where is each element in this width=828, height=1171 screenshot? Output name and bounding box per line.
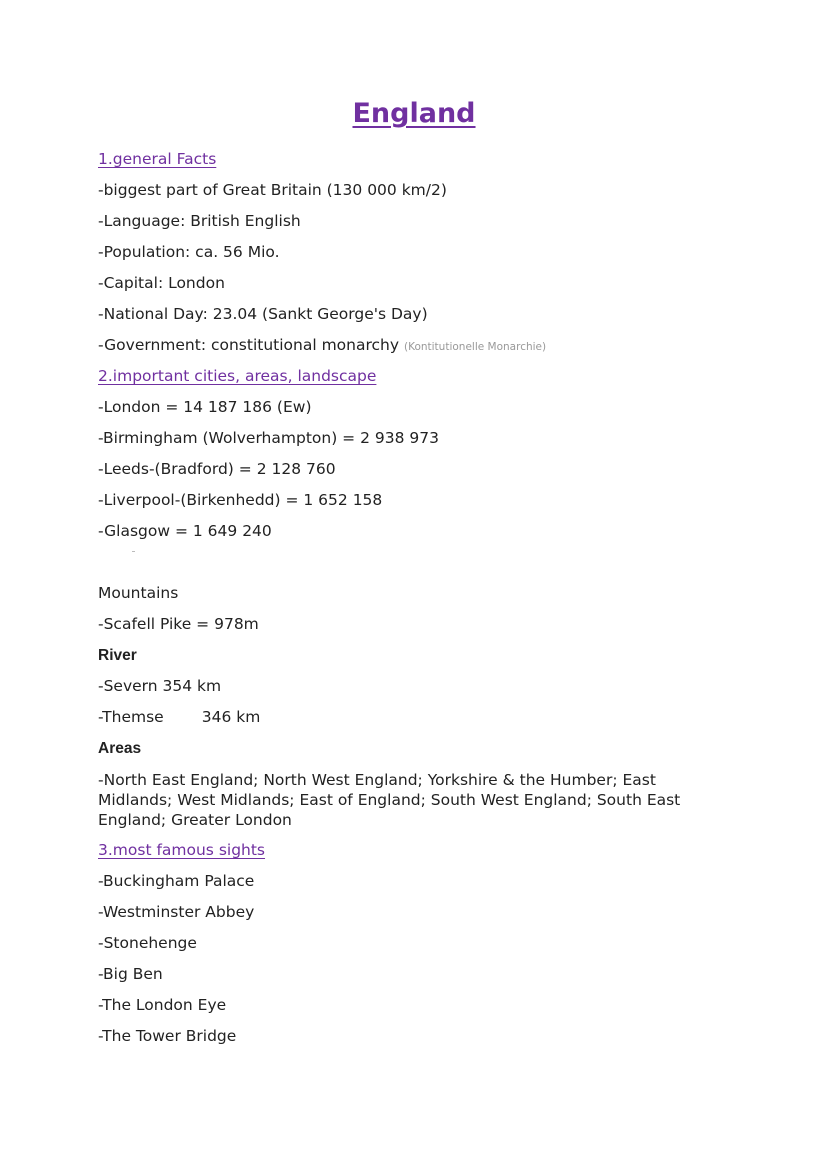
fact-item: -Population: ca. 56 Mio. — [98, 243, 280, 261]
city-item: -Glasgow = 1 649 240 — [98, 522, 272, 540]
areas-label: Areas — [98, 740, 142, 757]
government-note: (Kontitutionelle Monarchie) — [403, 341, 547, 353]
sight-item: -The Tower Bridge — [98, 1027, 237, 1045]
city-item: -Liverpool-(Birkenhedd) = 1 652 158 — [98, 491, 383, 509]
river-length: 354 km — [162, 677, 222, 695]
section-heading-cities-areas: 2.important cities, areas, landscape — [98, 367, 377, 385]
page-title: England — [352, 98, 476, 129]
city-item: -Leeds-(Bradford) = 2 128 760 — [98, 460, 336, 478]
section-heading-general-facts: 1.general Facts — [98, 150, 217, 168]
sight-item: -Stonehenge — [98, 934, 197, 952]
river-length: 346 km — [201, 708, 261, 726]
river-item — [98, 671, 728, 702]
city-item: -London = 14 187 186 (Ew) — [98, 398, 312, 416]
river-name: -Themse — [98, 708, 164, 726]
river-name: -Severn — [98, 677, 158, 695]
document-body — [98, 144, 728, 1052]
fact-item-government — [98, 330, 728, 361]
sight-item: -Buckingham Palace — [98, 872, 255, 890]
section-heading-famous-sights: 3.most famous sights — [98, 841, 266, 859]
sight-item: -Big Ben — [98, 965, 163, 983]
government-text: -Government: constitutional monarchy — [98, 336, 400, 354]
fact-item: -National Day: 23.04 (Sankt George's Day) — [98, 305, 428, 323]
river-label: River — [98, 647, 137, 664]
fact-item: -Capital: London — [98, 274, 225, 292]
river-item — [98, 702, 728, 733]
areas-text: -North East England; North West England; Yorkshire & the Humber; East Midlands; West Midlands; East of England; South West England; South East England; Greater London — [98, 771, 681, 829]
blank-line — [98, 547, 728, 578]
city-item: -Birmingham (Wolverhampton) = 2 938 973 — [98, 429, 439, 447]
sight-item: -The London Eye — [98, 996, 227, 1014]
mountain-item: -Scafell Pike = 978m — [98, 615, 259, 633]
fact-item: -biggest part of Great Britain (130 000 km/2) — [98, 181, 447, 199]
fact-item: -Language: British English — [98, 212, 301, 230]
mountains-label: Mountains — [98, 584, 179, 602]
sight-item: -Westminster Abbey — [98, 903, 255, 921]
stray-mark — [132, 551, 135, 552]
